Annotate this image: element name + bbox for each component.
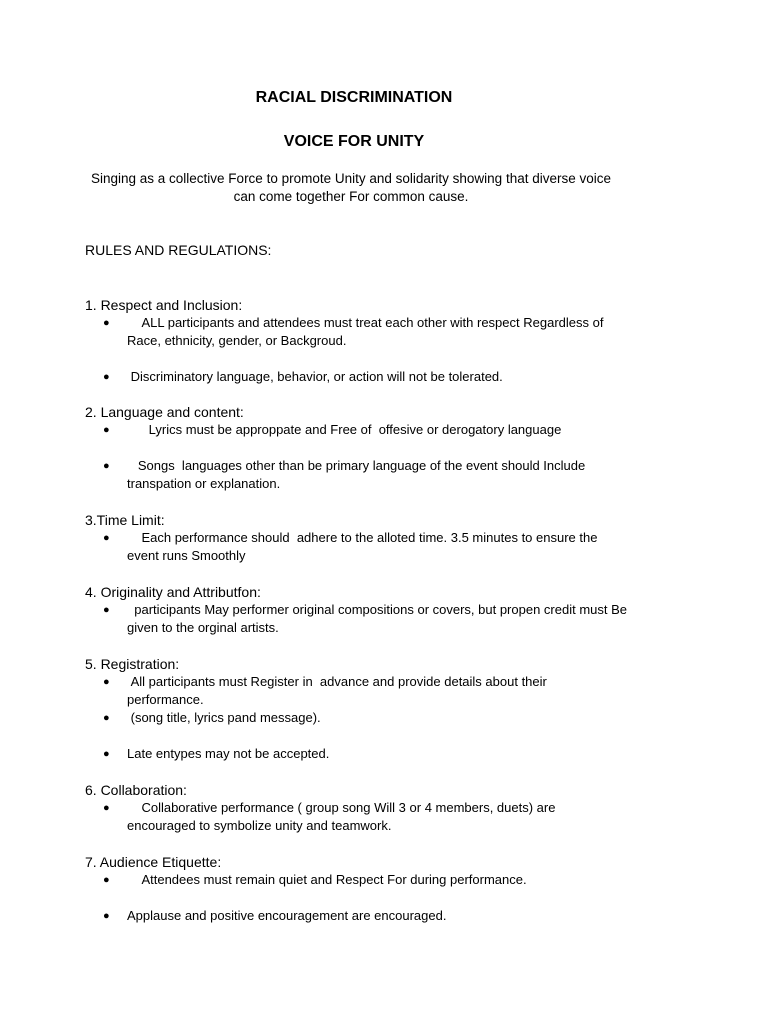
list-item-text: ALL participants and attendees must treat each other with respect Regardless of Race, ethnicity, gender, or Backgroud. <box>127 315 608 348</box>
list-item <box>85 457 645 493</box>
list-item <box>85 368 645 386</box>
bullet-icon: ● <box>103 317 110 329</box>
section-audience-etiquette <box>85 853 645 925</box>
bullet-icon: ● <box>103 748 110 760</box>
document-subtitle: VOICE FOR UNITY <box>283 133 425 150</box>
bullet-icon: ● <box>103 460 110 472</box>
section-title: 4. Originality and Attributfon: <box>85 584 261 600</box>
list-item-text: participants May performer original compositions or covers, but propen credit must Be given to the orginal artists. <box>127 602 631 635</box>
list-item-text: All participants must Register in advance and provide details about their performance. <box>127 674 551 707</box>
list-item <box>85 745 645 763</box>
bullet-icon: ● <box>103 424 110 436</box>
list-item <box>85 421 645 439</box>
section-title: 7. Audience Etiquette: <box>85 854 222 870</box>
section-registration <box>85 655 645 763</box>
list-item <box>85 601 645 637</box>
bullet-icon: ● <box>103 712 110 724</box>
list-item <box>85 673 645 709</box>
section-respect-inclusion <box>85 296 645 386</box>
intro-paragraph: Singing as a collective Force to promote Unity and solidarity showing that diverse voice can come together For common cause. <box>90 171 611 204</box>
bullet-icon: ● <box>103 802 110 814</box>
bullet-icon: ● <box>103 371 110 383</box>
section-language-content <box>85 403 645 493</box>
document-title: RACIAL DISCRIMINATION <box>255 89 453 106</box>
list-item <box>85 314 645 350</box>
list-item-text: Songs languages other than be primary language of the event should Include transpation or explanation. <box>127 458 589 491</box>
list-item-text: Lyrics must be approppate and Free of offesive or derogatory language <box>127 422 562 437</box>
section-title: 1. Respect and Inclusion: <box>85 297 243 313</box>
section-originality <box>85 583 645 637</box>
list-item-text: Late entypes may not be accepted. <box>127 746 330 761</box>
section-collaboration <box>85 781 645 835</box>
bullet-icon: ● <box>103 604 110 616</box>
section-title: 6. Collaboration: <box>85 782 187 798</box>
bullet-icon: ● <box>103 532 110 544</box>
bullet-icon: ● <box>103 910 110 922</box>
section-title: 5. Registration: <box>85 656 180 672</box>
list-item <box>85 529 645 565</box>
list-item-text: (song title, lyrics pand message). <box>127 710 321 725</box>
bullet-icon: ● <box>103 874 110 886</box>
list-item <box>85 907 645 925</box>
section-title: 2. Language and content: <box>85 404 244 420</box>
bullet-icon: ● <box>103 676 110 688</box>
section-time-limit <box>85 511 645 565</box>
list-item-text: Discriminatory language, behavior, or action will not be tolerated. <box>127 369 503 384</box>
list-item <box>85 871 645 889</box>
rules-heading: RULES AND REGULATIONS: <box>85 242 272 258</box>
list-item <box>85 709 645 727</box>
list-item-text: Applause and positive encouragement are encouraged. <box>127 908 447 923</box>
list-item <box>85 799 645 835</box>
list-item-text: Each performance should adhere to the alloted time. 3.5 minutes to ensure the event runs Smoothly <box>127 530 602 563</box>
section-title: 3.Time Limit: <box>85 512 165 528</box>
list-item-text: Attendees must remain quiet and Respect For during performance. <box>127 872 527 887</box>
list-item-text: Collaborative performance ( group song Will 3 or 4 members, duets) are encouraged to symbolize unity and teamwork. <box>127 800 560 833</box>
